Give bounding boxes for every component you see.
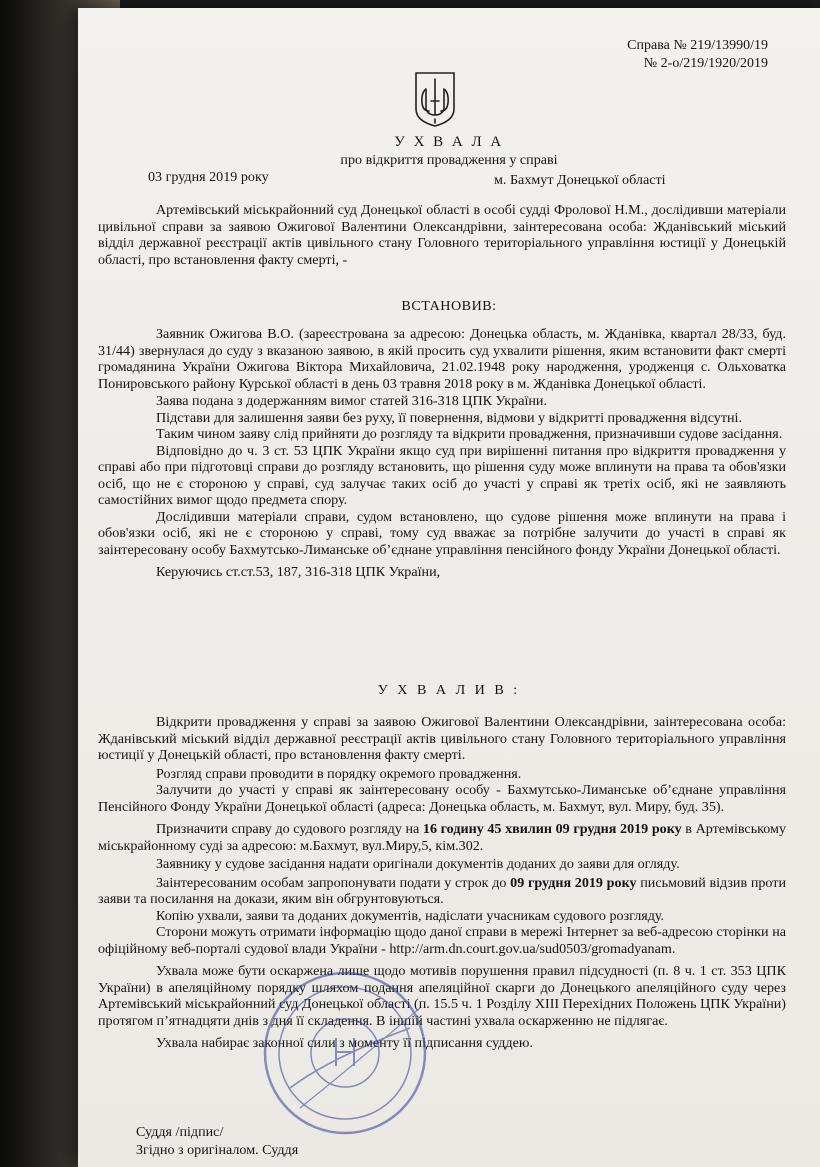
deadline-rest: письмовий відзив проти заяви та посилання на докази, яким він обгрунтовуються. [98,874,786,907]
ruled-paragraph-hearing [98,821,786,854]
ruled-paragraph: Сторони можуть отримати інформацію щодо даної справи в мережі Інтернет за веб-адресою сторінки на офіційному веб-порталі судової влади України - http://arm.dn.court.gov.ua/sud0503/gromadyanam. [98,924,786,957]
intro-paragraph: Артемівський міськрайонний суд Донецької області в особі судді Фролової Н.М., дослідивши матеріали цивільної справи за заявою Ожигової Валентини Олександрівни, заінтересована особа: Жданівський міський відділ державної реєстрації актів цивільного стану Головного територіального управління юстиції у Донецькій області, про встановлення факту смерті, - [98,202,786,268]
ruled-paragraph-appeal: Ухвала може бути оскаржена лише щодо мотивів порушення правил підсудності (п. 8 ч. 1 ст. 353 ЦПК України) в апеляційному порядку шляхом подання апеляційної скарги до Донецького апеляційного суду через Артемівський міськрайонний суд Донецької області (п. 15.5 ч. 1 Розділу XIII Перехідних Положень ЦПК України) протягом п’ятнадцяти днів з дня її складення. В іншій частині ухвала оскарженню не підлягає. [98,963,786,1029]
established-paragraph: Заявник Ожигова В.О. (зареєстрована за адресою: Донецька область, м. Жданівка, квартал 28/33, буд. 31/44) звернулася до суду з вказаною заявою, в якій просить суд ухвалити рішення, яким встановити факт смерті громадянина України Ожигова Віктора Михайловича, 21.02.1948 року народження, уродженця с. Ольховатка Понировського району Курської області в день 03 травня 2018 року в м. Жданівка Донецької області. [98,326,786,392]
document-page [78,8,820,1167]
established-paragraph: Дослідивши матеріали справи, судом встановлено, що судове рішення може вплинути на права і обов'язки осіб, які не є стороною у справі, тому суд вважає за потрібне залучити до участі в справі як заінтересовану особу Бахмутсько-Лиманське об’єднане управління пенсійного фонду України Донецької області. [98,508,786,558]
ruled-paragraph: Ухвала набирає законної сили з моменту її підписання суддею. [156,1035,533,1051]
ruled-paragraph: Копію ухвали, заяви та доданих документів, надіслати учасникам судового розгляду. [156,907,665,924]
case-number-internal: № 2-о/219/1920/2019 [643,56,768,71]
established-paragraph: Заява подана з додержанням вимог статей 316-318 ЦПК України. [156,393,547,409]
established-heading: ВСТАНОВИВ: [401,298,497,314]
ruled-paragraph-deadline [98,875,786,908]
hearing-location: в Артемівському міськрайонному суді за адресою: м.Бахмут, вул.Миру,5, кім.302. [98,821,786,854]
signature-judge: Суддя /підпис/ [136,1124,224,1140]
established-paragraph: Керуючись ст.ст.53, 187, 316-318 ЦПК України, [156,564,441,580]
established-paragraph: Таким чином заяву слід прийняти до розгляду та відкрити провадження, призначивши судове засідання. [156,426,783,442]
ruled-paragraph: Залучити до участі у справі як заінтересовану особу - Бахмутсько-Лиманське об’єднане управління Пенсійного Фонду України Донецької області (адреса: Донецька область, м. Бахмут, вул. Миру, буд. 35). [98,782,786,815]
court-seal-stamp [260,968,430,1138]
document-subtitle: про відкриття провадження у справі [340,152,558,168]
established-paragraph: Відповідно до ч. 3 ст. 53 ЦПК України якщо суд при вирішенні питання про відкриття провадження у справі або при підготовці справи до розгляду встановить, що рішення суду може вплинути на права та обов'язки осіб, що не є стороною у справі, суд залучає таких осіб до участі у справі як третіх осіб, які не заявляють самостійних вимог щодо предмета спору. [98,442,786,508]
document-title: У Х В А Л А [394,134,504,150]
trident-emblem-icon [414,71,456,127]
hearing-text: Призначити справу до судового розгляду на [156,821,423,837]
intro-section [98,202,786,268]
ruled-paragraph: Відкрити провадження у справі за заявою Ожигової Валентини Олександрівни, заінтересована особа: Жданівський міський відділ державної реєстрації актів цивільного стану Головного територіального управління юстиції у Донецькій області, про встановлення факту смерті. [98,714,786,763]
document-city: м. Бахмут Донецької області [494,172,666,188]
case-number: Справа № 219/13990/19 [627,38,768,53]
established-paragraph: Підстави для залишення заяви без руху, її повернення, відмови у відкритті провадження відсутні. [156,409,742,426]
deadline-text: Заінтересованим особам запропонувати подати у строк до [156,874,511,891]
deadline-date: 09 грудня 2019 року [510,874,637,891]
established-section [98,326,786,581]
hearing-datetime: 16 годину 45 хвилин 09 грудня 2019 року [422,821,682,837]
ruled-heading: У Х В А Л И В : [377,682,521,698]
document-date: 03 грудня 2019 року [148,169,269,185]
ruled-section [98,714,786,1052]
ruled-paragraph: Заявнику у судове засідання надати оригінали документів доданих до заяви для огляду. [156,856,680,872]
signature-certified: Згідно з оригіналом. Суддя [136,1142,299,1158]
ruled-paragraph: Розгляд справи проводити в порядку окремого провадження. [156,765,522,782]
